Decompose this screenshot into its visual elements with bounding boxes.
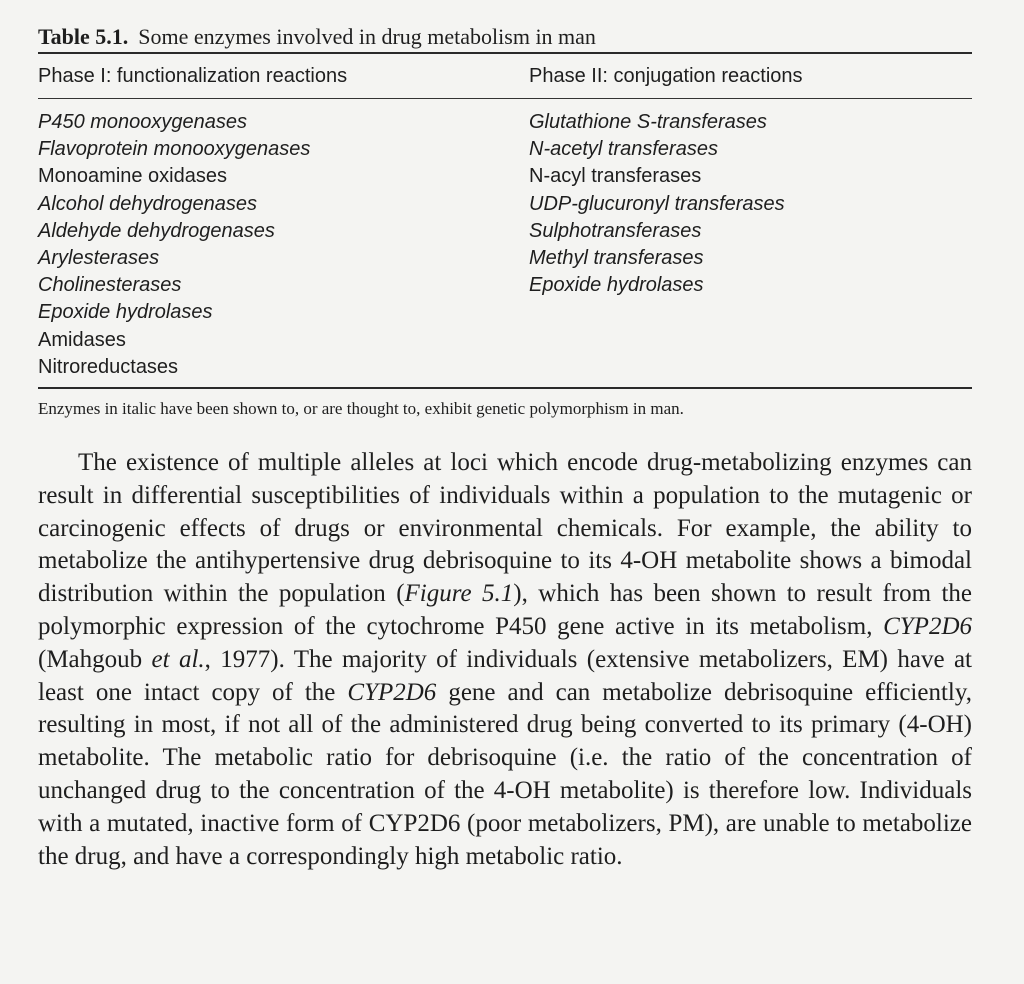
phase2-enzyme: UDP-glucuronyl transferases <box>529 192 785 215</box>
phase2-enzyme: N-acyl transferases <box>529 165 702 188</box>
phase2-enzyme: Methyl transferases <box>529 247 704 270</box>
book-page <box>38 22 972 873</box>
paragraph-text-3: (Mahgoub <box>38 645 152 673</box>
phase2-header: Phase II: conjugation reactions <box>529 65 803 87</box>
phase2-column <box>529 109 972 381</box>
et-al: et al. <box>151 645 205 673</box>
phase1-enzyme: Cholinesterases <box>38 274 182 297</box>
table-label: Table 5.1. <box>38 24 129 49</box>
phase1-column <box>38 109 529 381</box>
phase1-enzyme: Nitroreductases <box>38 355 179 378</box>
table-caption <box>38 22 972 52</box>
phase1-enzyme: Alcohol dehydrogenases <box>38 192 258 215</box>
phase1-enzyme: Arylesterases <box>38 247 160 270</box>
phase2-enzyme: N-acetyl transferases <box>529 138 718 161</box>
gene-name-2: CYP2D6 <box>347 678 437 706</box>
phase1-enzyme: Epoxide hydrolases <box>38 301 213 324</box>
paragraph-text-5: gene and can metabolize debrisoquine efficiently, resulting in most, if not all of the administered drug being converted to its primary (4-OH) metabolite. The metabolic ratio for debrisoquine (i.e. the ratio of the concentration of unchanged drug to the concentration of the 4-OH metabolite) is therefore low. Individuals with a mutated, inactive form of CYP2D6 (poor metabolizers, PM), are unable to metabolize the drug, and have a correspondingly high metabolic ratio. <box>38 678 972 870</box>
phase1-enzyme: P450 monooxygenases <box>38 111 248 133</box>
table-header-row <box>38 54 972 98</box>
table-body <box>38 99 972 387</box>
phase2-enzyme: Glutathione S-transferases <box>529 111 767 133</box>
phase1-enzyme: Flavoprotein monooxygenases <box>38 138 311 161</box>
phase2-enzyme: Sulphotransferases <box>529 219 702 242</box>
paragraph-text-4: , 1977). The majority of individuals (extensive metabolizers, EM) have at least one intact copy of the <box>38 645 972 706</box>
paragraph-text-1: The existence of multiple alleles at loci which encode drug-metabolizing enzymes can result in differential susceptibilities of individuals within a population to the mutagenic or carcinogenic effects of drugs or environmental chemicals. For example, the ability to metabolize the antihypertensive drug debrisoquine to its 4-OH metabolite shows a bimodal distribution within the population ( <box>38 449 972 608</box>
phase1-enzyme: Monoamine oxidases <box>38 165 227 188</box>
phase1-enzyme: Amidases <box>38 328 126 351</box>
body-paragraph <box>38 447 972 873</box>
table-footnote: Enzymes in italic have been shown to, or are thought to, exhibit genetic polymorphism in man. <box>38 399 684 419</box>
gene-name: CYP2D6 <box>883 613 972 641</box>
figure-reference: Figure 5.1 <box>404 580 514 608</box>
phase1-header: Phase I: functionalization reactions <box>38 65 348 87</box>
paragraph-text-2: ), which has been shown to result from the polymorphic expression of the cytochrome P450 gene active in its metabolism, <box>38 580 972 641</box>
phase1-enzyme: Aldehyde dehydrogenases <box>38 219 275 242</box>
table-title: Some enzymes involved in drug metabolism in man <box>138 24 596 49</box>
phase2-enzyme: Epoxide hydrolases <box>529 274 704 297</box>
